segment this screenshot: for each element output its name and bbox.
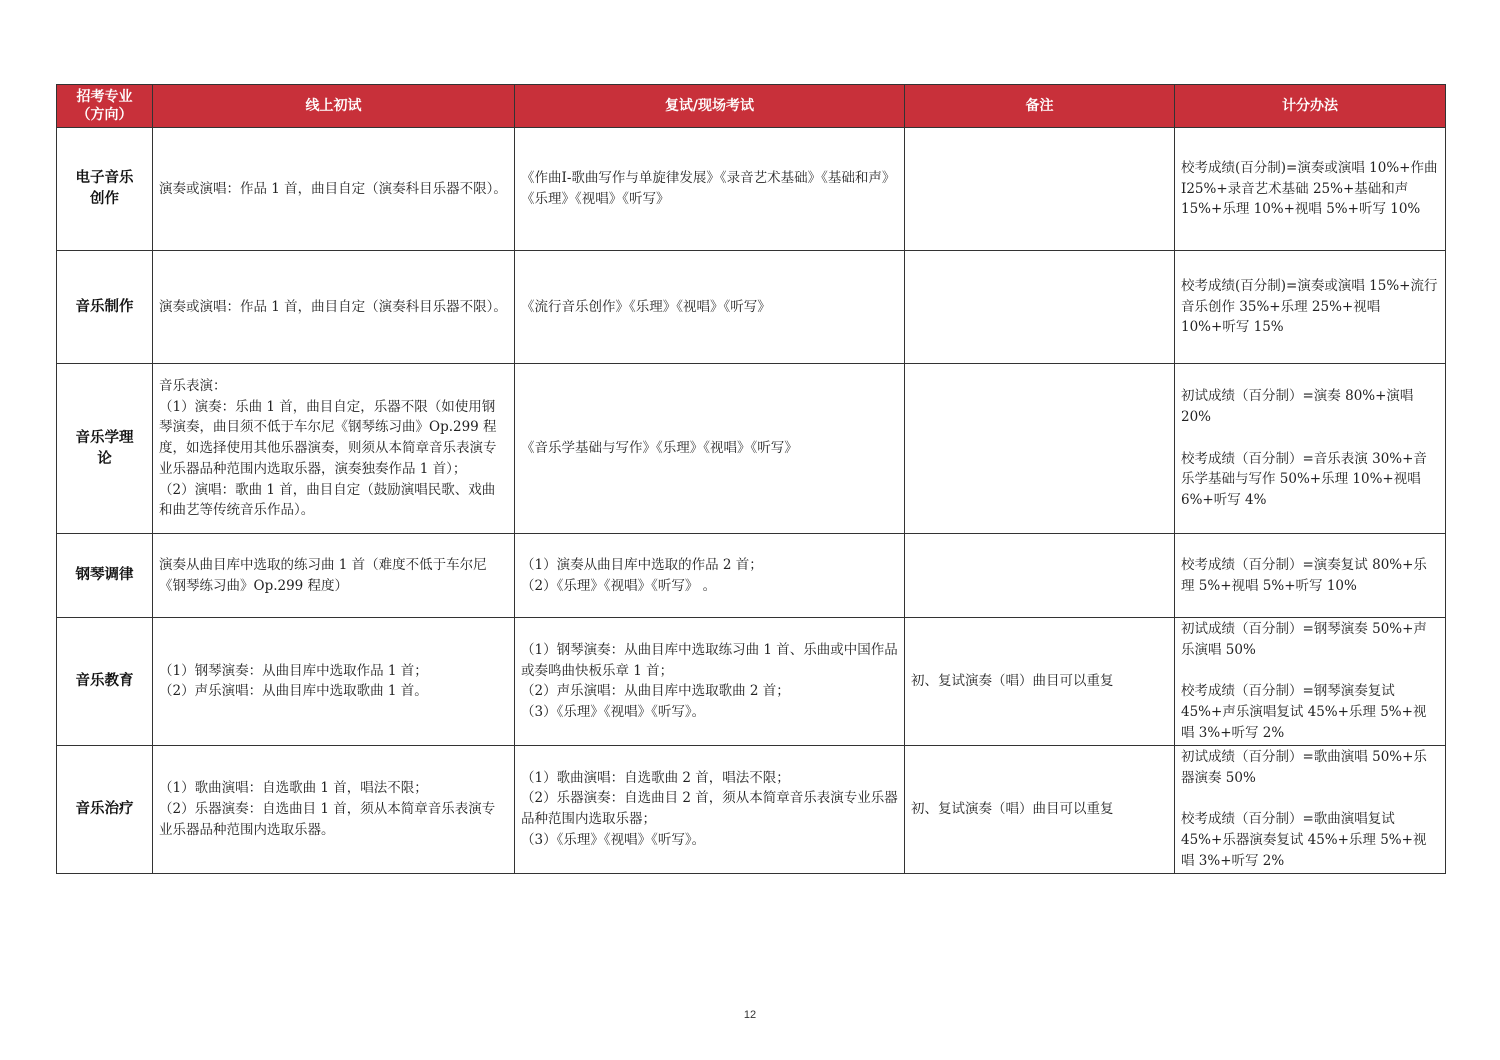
retest-cell: （1）演奏从曲目库中选取的作品 2 首； （2）《乐理》《视唱》《听写》 。 (515, 534, 905, 618)
retest-cell: 《音乐学基础与写作》《乐理》《视唱》《听写》 (515, 364, 905, 534)
table-row (57, 618, 1446, 746)
scoring-cell: 初试成绩（百分制）=歌曲演唱 50%+乐器演奏 50% 校考成绩（百分制）=歌曲演唱复试 45%+乐器演奏复试 45%+乐理 5%+视唱 3%+听写 2% (1175, 745, 1446, 873)
scoring-cell: 校考成绩（百分制）=演奏复试 80%+乐理 5%+视唱 5%+听写 10% (1175, 534, 1446, 618)
retest-cell: （1）歌曲演唱：自选歌曲 2 首，唱法不限； （2）乐器演奏：自选曲目 2 首，须从本简章音乐表演专业乐器品种范围内选取乐器； （3）《乐理》《视唱》《听写》。 (515, 745, 905, 873)
online-exam-cell: 音乐表演： （1）演奏：乐曲 1 首，曲目自定，乐器不限（如使用钢琴演奏，曲目须不低于车尔尼《钢琴练习曲》Op.299 程度，如选择使用其他乐器演奏，则须从本简章音乐表演专业乐器品种范围内选取乐器，演奏独奏作品 1 首）； （2）演唱：歌曲 1 首，曲目自定（鼓励演唱民歌、戏曲和曲艺等传统音乐作品）。 (153, 364, 515, 534)
table-row (57, 364, 1446, 534)
major-cell: 电子音乐 创作 (57, 128, 153, 251)
note-cell (905, 251, 1175, 364)
online-exam-cell: （1）钢琴演奏：从曲目库中选取作品 1 首； （2）声乐演唱：从曲目库中选取歌曲 1 首。 (153, 618, 515, 746)
scoring-cell: 校考成绩(百分制)=演奏或演唱 15%+流行音乐创作 35%+乐理 25%+视唱 10%+听写 15% (1175, 251, 1446, 364)
table-row (57, 534, 1446, 618)
note-cell (905, 364, 1175, 534)
scoring-cell: 校考成绩(百分制)=演奏或演唱 10%+作曲Ⅰ25%+录音艺术基础 25%+基础和声 15%+乐理 10%+视唱 5%+听写 10% (1175, 128, 1446, 251)
note-cell: 初、复试演奏（唱）曲目可以重复 (905, 745, 1175, 873)
page-number: 12 (743, 1009, 757, 1021)
table-header-row (57, 85, 1446, 128)
online-exam-cell: 演奏或演唱：作品 1 首，曲目自定（演奏科目乐器不限）。 (153, 251, 515, 364)
header-note: 备注 (905, 85, 1175, 128)
admission-table (56, 84, 1446, 874)
online-exam-cell: （1）歌曲演唱：自选歌曲 1 首，唱法不限； （2）乐器演奏：自选曲目 1 首，须从本简章音乐表演专业乐器品种范围内选取乐器。 (153, 745, 515, 873)
scoring-cell: 初试成绩（百分制）=钢琴演奏 50%+声乐演唱 50% 校考成绩（百分制）=钢琴演奏复试 45%+声乐演唱复试 45%+乐理 5%+视唱 3%+听写 2% (1175, 618, 1446, 746)
retest-cell: 《流行音乐创作》《乐理》《视唱》《听写》 (515, 251, 905, 364)
major-cell: 钢琴调律 (57, 534, 153, 618)
major-cell: 音乐制作 (57, 251, 153, 364)
retest-cell: （1）钢琴演奏：从曲目库中选取练习曲 1 首、乐曲或中国作品或奏鸣曲快板乐章 1 首； （2）声乐演唱：从曲目库中选取歌曲 2 首； （3）《乐理》《视唱》《听写》。 (515, 618, 905, 746)
scoring-cell: 初试成绩（百分制）=演奏 80%+演唱 20% 校考成绩（百分制）=音乐表演 30%+音乐学基础与写作 50%+乐理 10%+视唱 6%+听写 4% (1175, 364, 1446, 534)
header-major: 招考专业 （方向） (57, 85, 153, 128)
table-row (57, 128, 1446, 251)
header-retest: 复试/现场考试 (515, 85, 905, 128)
online-exam-cell: 演奏从曲目库中选取的练习曲 1 首（难度不低于车尔尼《钢琴练习曲》Op.299 程度） (153, 534, 515, 618)
major-cell: 音乐治疗 (57, 745, 153, 873)
header-online-exam: 线上初试 (153, 85, 515, 128)
note-cell (905, 534, 1175, 618)
note-cell (905, 128, 1175, 251)
table-row (57, 251, 1446, 364)
major-cell: 音乐学理 论 (57, 364, 153, 534)
header-scoring: 计分办法 (1175, 85, 1446, 128)
major-cell: 音乐教育 (57, 618, 153, 746)
table-row (57, 745, 1446, 873)
retest-cell: 《作曲Ⅰ-歌曲写作与单旋律发展》《录音艺术基础》《基础和声》《乐理》《视唱》《听写》 (515, 128, 905, 251)
note-cell: 初、复试演奏（唱）曲目可以重复 (905, 618, 1175, 746)
online-exam-cell: 演奏或演唱：作品 1 首，曲目自定（演奏科目乐器不限）。 (153, 128, 515, 251)
